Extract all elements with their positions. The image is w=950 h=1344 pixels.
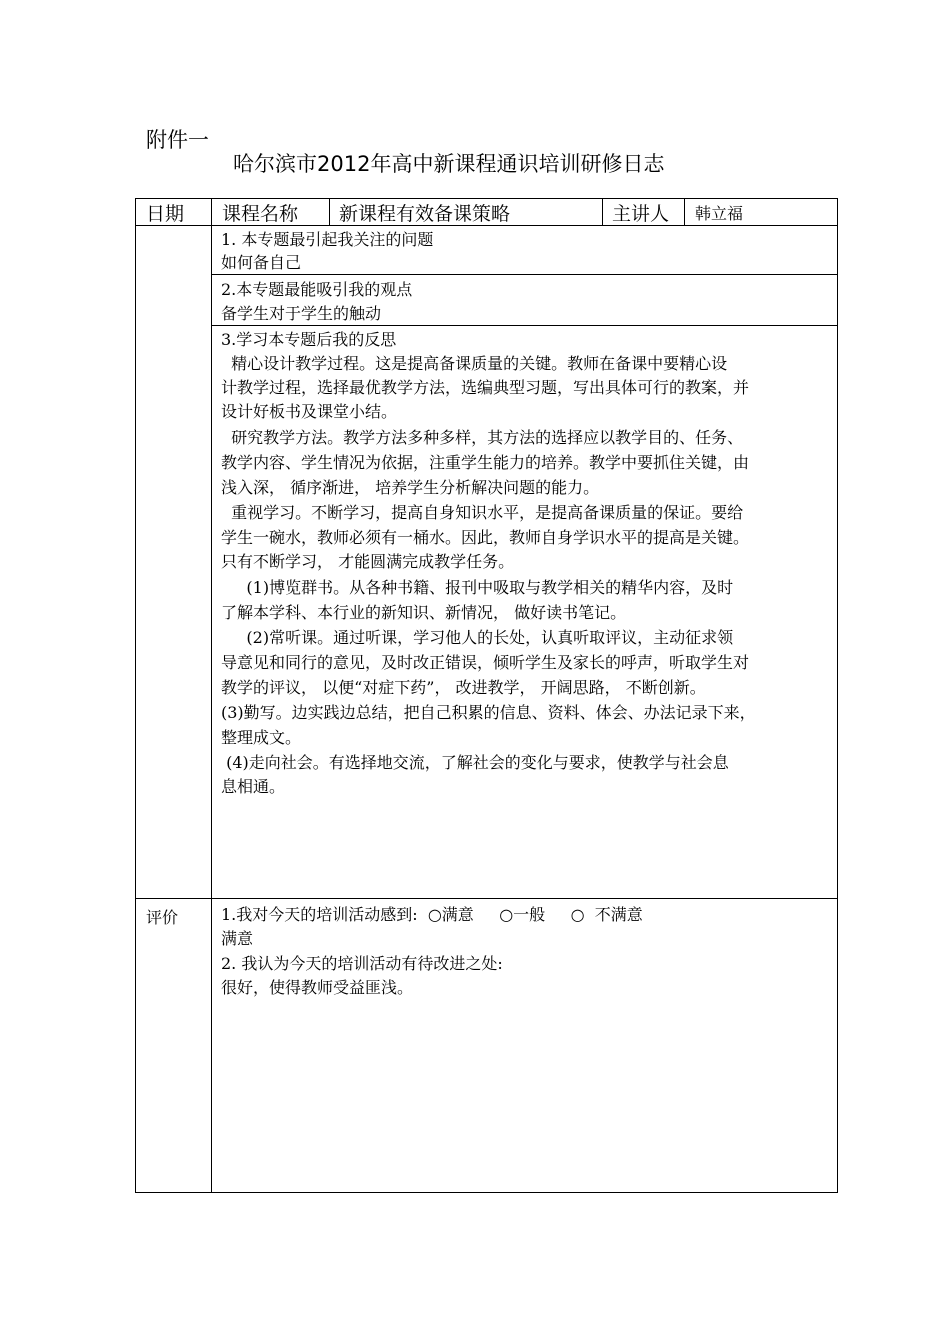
lecturer-label: 主讲人 <box>612 203 670 225</box>
reflection-line: 教学内容、学生情况为依据，注重学生能力的培养。教学中要抓住关键，由 <box>221 453 750 472</box>
label-column-divider <box>211 198 212 1193</box>
course-label: 课程名称 <box>222 203 299 225</box>
reflection-line: 息相通。 <box>221 777 286 796</box>
reflection-line: 精心设计教学过程。这是提高备课质量的关键。教师在备课中要精心设 <box>221 354 728 373</box>
evaluation-divider <box>135 898 838 899</box>
reflection-line: 设计好板书及课堂小结。 <box>221 402 398 421</box>
reflection-line: 只有不断学习， 才能圆满完成教学任务。 <box>221 552 515 571</box>
section2-divider <box>212 325 838 326</box>
section1-question: 1. 本专题最引起我关注的问题 <box>221 230 434 249</box>
table-border-left <box>135 198 136 1193</box>
evaluation-line: 很好，使得教师受益匪浅。 <box>221 978 414 997</box>
lecturer-label-divider <box>684 198 685 226</box>
section3-question: 3.学习本专题后我的反思 <box>221 330 397 349</box>
reflection-line: 研究教学方法。教学方法多种多样，其方法的选择应以教学目的、任务、 <box>221 428 744 447</box>
section2-question: 2.本专题最能吸引我的观点 <box>221 280 413 299</box>
reflection-line: 学生一碗水，教师必须有一桶水。因此，教师自身学识水平的提高是关键。 <box>221 528 750 547</box>
reflection-line: 重视学习。不断学习，提高自身知识水平，是提高备课质量的保证。要给 <box>221 503 744 522</box>
evaluation-label: 评价 <box>146 908 179 927</box>
evaluation-line: 满意 <box>221 929 254 948</box>
reflection-line: (2)常听课。通过听课，学习他人的长处，认真听取评议，主动征求领 <box>221 628 734 647</box>
section2-answer: 备学生对于学生的触动 <box>221 304 382 323</box>
reflection-line: 了解本学科、本行业的新知识、新情况， 做好读书笔记。 <box>221 603 627 622</box>
reflection-line: 导意见和同行的意见，及时改正错误，倾听学生及家长的呼声，听取学生对 <box>221 653 750 672</box>
course-name-divider <box>602 198 603 226</box>
course-name: 新课程有效备课策略 <box>339 203 511 225</box>
table-border-right <box>837 198 838 1193</box>
reflection-line: (3)勤写。边实践边总结，把自己积累的信息、资料、体会、办法记录下来， <box>221 703 756 722</box>
lecturer-name: 韩立福 <box>695 204 744 223</box>
section1-answer: 如何备自己 <box>221 253 302 272</box>
reflection-line: 教学的评议， 以便“对症下药”， 改进教学， 开阔思路， 不断创新。 <box>221 678 706 697</box>
reflection-line: (4)走向社会。有选择地交流，了解社会的变化与要求，使教学与社会息 <box>221 753 729 772</box>
reflection-line: 整理成文。 <box>221 728 302 747</box>
document-title: 哈尔滨市2012年高中新课程通识培训研修日志 <box>233 152 665 176</box>
attachment-label: 附件一 <box>146 128 209 152</box>
evaluation-line: 1.我对今天的培训活动感到: ○满意 ○一般 ○ 不满意 <box>221 905 643 924</box>
date-label: 日期 <box>146 203 185 225</box>
reflection-line: (1)博览群书。从各种书籍、报刊中吸取与教学相关的精华内容，及时 <box>221 578 734 597</box>
reflection-line: 浅入深， 循序渐进， 培养学生分析解决问题的能力。 <box>221 478 600 497</box>
table-border-bottom <box>135 1192 838 1193</box>
evaluation-line: 2. 我认为今天的培训活动有待改进之处: <box>221 954 503 973</box>
course-label-divider <box>329 198 330 226</box>
section1-divider <box>212 274 838 275</box>
reflection-line: 计教学过程，选择最优教学方法，选编典型习题，写出具体可行的教案，并 <box>221 378 750 397</box>
